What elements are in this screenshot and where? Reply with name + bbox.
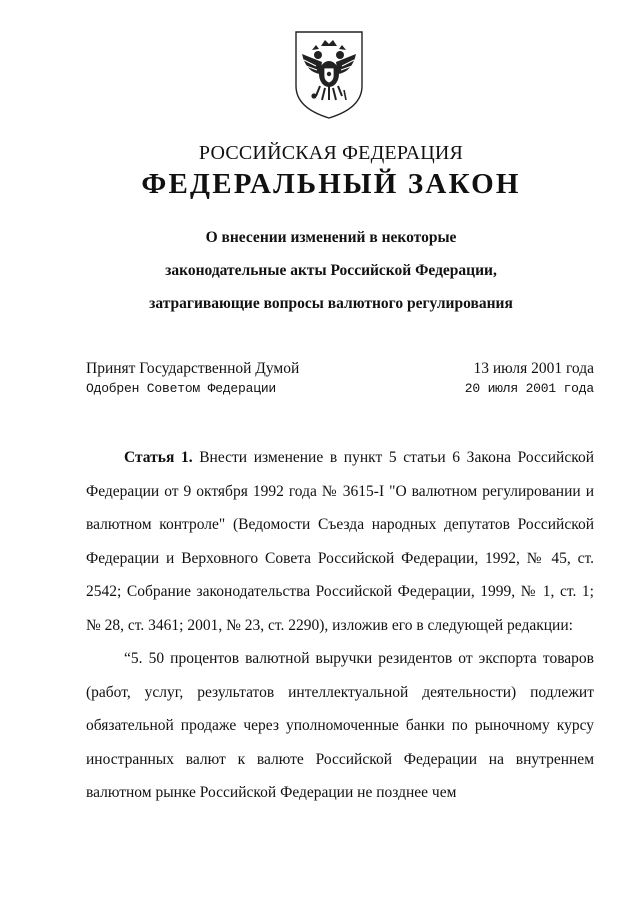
- article-body: [86, 441, 594, 810]
- council-label: Одобрен Советом Федерации: [86, 381, 277, 396]
- subject-line: О внесении изменений в некоторые: [205, 229, 457, 246]
- document-type: ФЕДЕРАЛЬНЫЙ ЗАКОН: [141, 168, 521, 200]
- duma-date: 13 июля 2001 года: [473, 360, 594, 377]
- subject-line: затрагивающие вопросы валютного регулирования: [149, 295, 513, 312]
- article-text: Внести изменение в пункт 5 статьи 6 Закона Российской Федерации от 9 октября 1992 года № 3615-I "О валютном регулировании и валютном контроле" (Ведомости Съезда народных депутатов Российской Федерации и Верховного Совета Российской Федерации, 1992, № 45, ст. 2542; Собрание законодательства Российской Федерации, 1999, № 1, ст. 1; № 28, ст. 3461; 2001, № 23, ст. 2290), изложив его в следующей редакции:: [86, 449, 594, 634]
- council-date: 20 июля 2001 года: [464, 381, 594, 396]
- subject-line: законодательные акты Российской Федерации,: [165, 262, 497, 279]
- law-subject: [0, 221, 640, 320]
- country-name: РОССИЙСКАЯ ФЕДЕРАЦИЯ: [198, 142, 464, 164]
- article-1-paragraph: [86, 441, 594, 642]
- council-approval-row: [86, 381, 594, 396]
- quoted-amendment: “5. 50 процентов валютной выручки резидентов от экспорта товаров (работ, услуг, результатов интеллектуальной деятельности) подлежит обязательной продаже через уполномоченные банки по рыночному курсу иностранных валют к валюте Российской Федерации на внутреннем валютном рынке Российской Федерации не позднее чем: [86, 650, 594, 801]
- duma-label: Принят Государственной Думой: [86, 360, 300, 377]
- coat-of-arms-icon: [292, 28, 366, 120]
- duma-adoption-row: [86, 360, 594, 378]
- article-label: Статья 1.: [124, 449, 193, 466]
